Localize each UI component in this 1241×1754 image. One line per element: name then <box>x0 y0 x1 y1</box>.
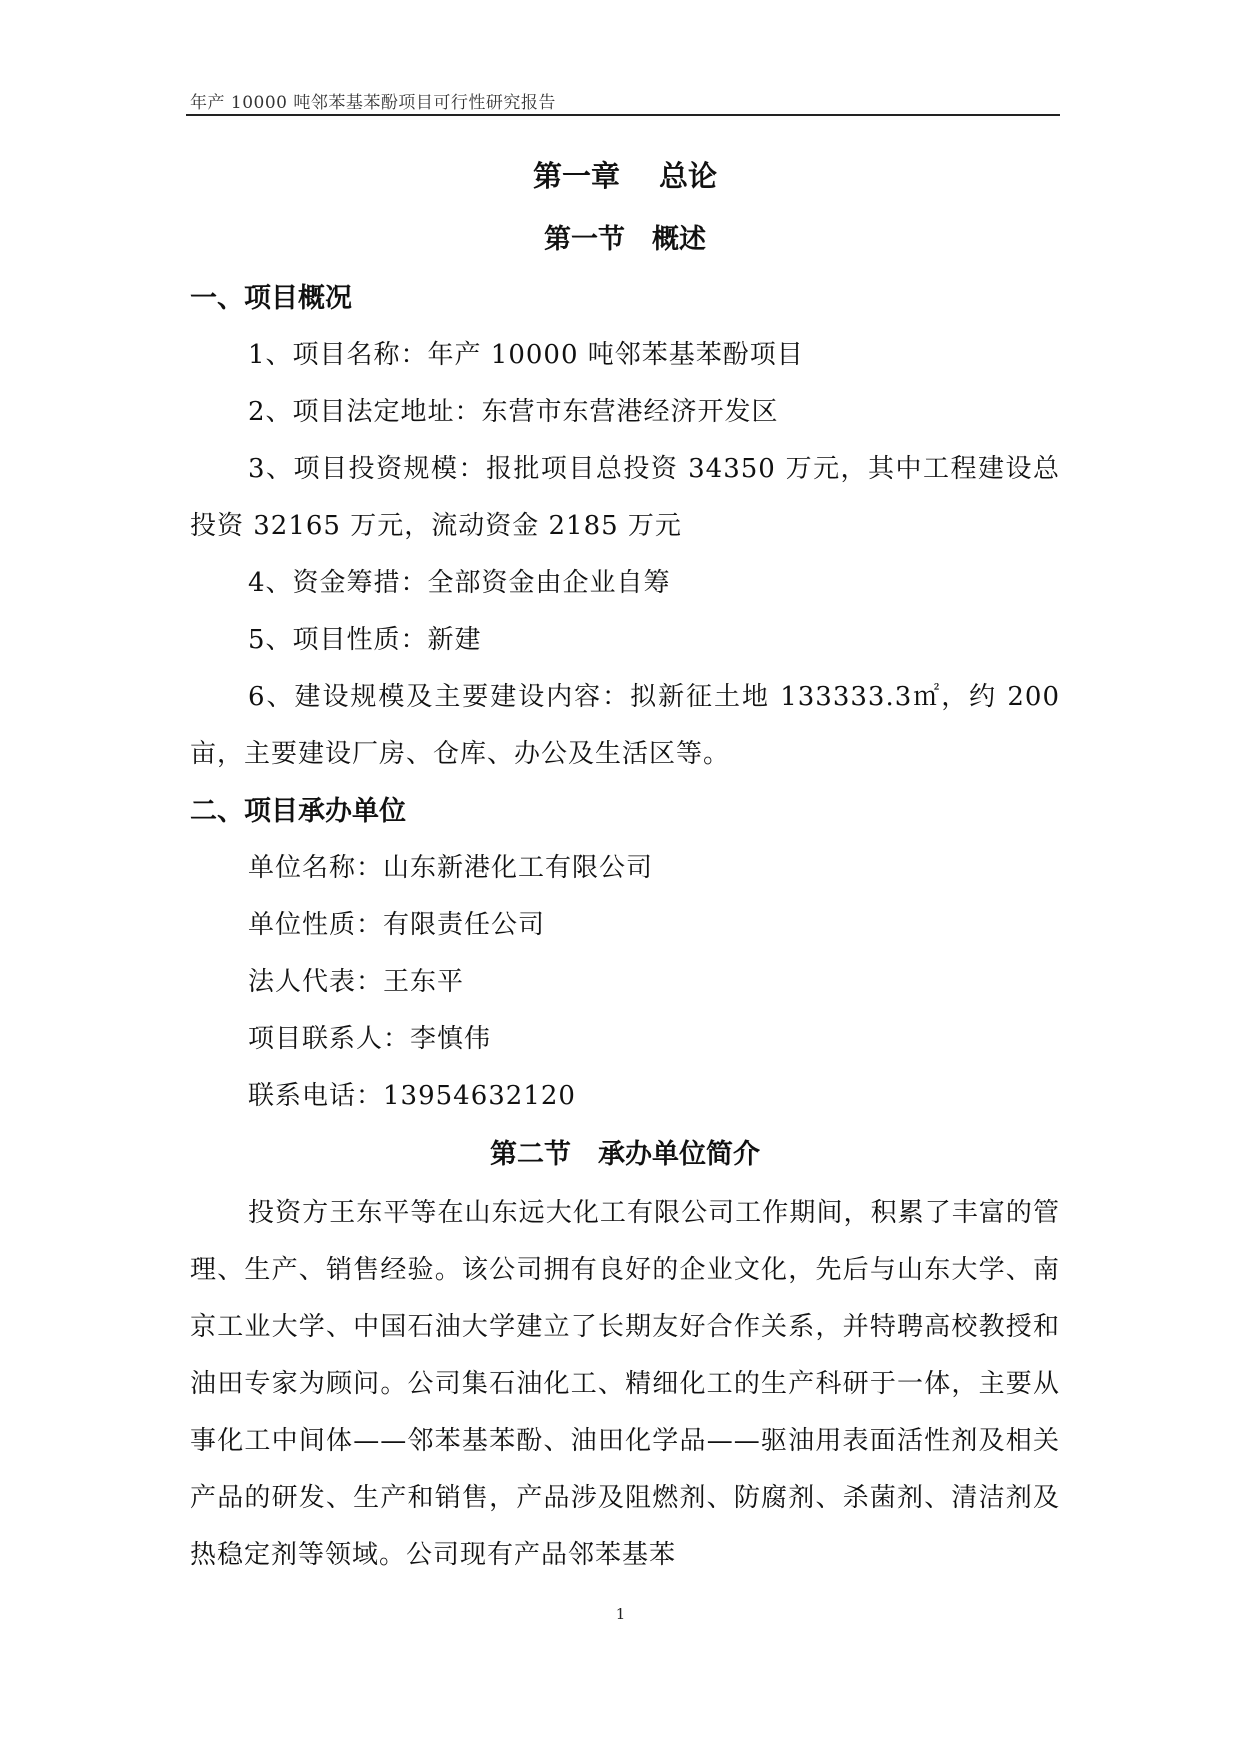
unit-nature: 单位性质：有限责任公司 <box>248 910 546 940</box>
running-header: 年产 10000 吨邻苯基苯酚项目可行性研究报告 <box>190 93 556 113</box>
overview-item-investment: 3、项目投资规模：报批项目总投资 34350 万元，其中工程建设总投资 32165 万元，流动资金 2185 万元 <box>190 454 1060 541</box>
page-content <box>190 150 1060 1584</box>
overview-item-address: 2、项目法定地址：东营市东营港经济开发区 <box>248 397 779 427</box>
section-title-overview: 第一节 概述 <box>544 224 706 255</box>
overview-item-name: 1、项目名称：年产 10000 吨邻苯基苯酚项目 <box>248 340 804 370</box>
title-spacer <box>190 202 1060 210</box>
overview-item-funding: 4、资金筹措：全部资金由企业自筹 <box>248 568 671 598</box>
chapter-title: 第一章 总论 <box>532 159 718 193</box>
project-contact: 项目联系人：李慎伟 <box>248 1024 492 1054</box>
legal-representative: 法人代表：王东平 <box>248 967 465 997</box>
header-rule <box>186 114 1060 116</box>
unit-name: 单位名称：山东新港化工有限公司 <box>248 853 654 883</box>
overview-item-scale: 6、建设规模及主要建设内容：拟新征土地 133333.3㎡，约 200 亩，主要建设厂房、仓库、办公及生活区等。 <box>190 682 1060 769</box>
subheading-sponsor-unit: 二、项目承办单位 <box>190 796 406 827</box>
page-number: 1 <box>615 1605 626 1623</box>
subheading-project-overview: 一、项目概况 <box>190 283 352 314</box>
section-title-sponsor-profile: 第二节 承办单位简介 <box>490 1139 760 1170</box>
sponsor-profile-paragraph: 投资方王东平等在山东远大化工有限公司工作期间，积累了丰富的管理、生产、销售经验。该公司拥有良好的企业文化，先后与山东大学、南京工业大学、中国石油大学建立了长期友好合作关系，并特聘高校教授和油田专家为顾问。公司集石油化工、精细化工的生产科研于一体，主要从事化工中间体——邻苯基苯酚、油田化学品——驱油用表面活性剂及相关产品的研发、生产和销售，产品涉及阻燃剂、防腐剂、杀菌剂、清洁剂及热稳定剂等领域。公司现有产品邻苯基苯 <box>190 1198 1060 1570</box>
overview-item-nature: 5、项目性质：新建 <box>248 625 482 655</box>
contact-phone: 联系电话：13954632120 <box>248 1081 576 1111</box>
